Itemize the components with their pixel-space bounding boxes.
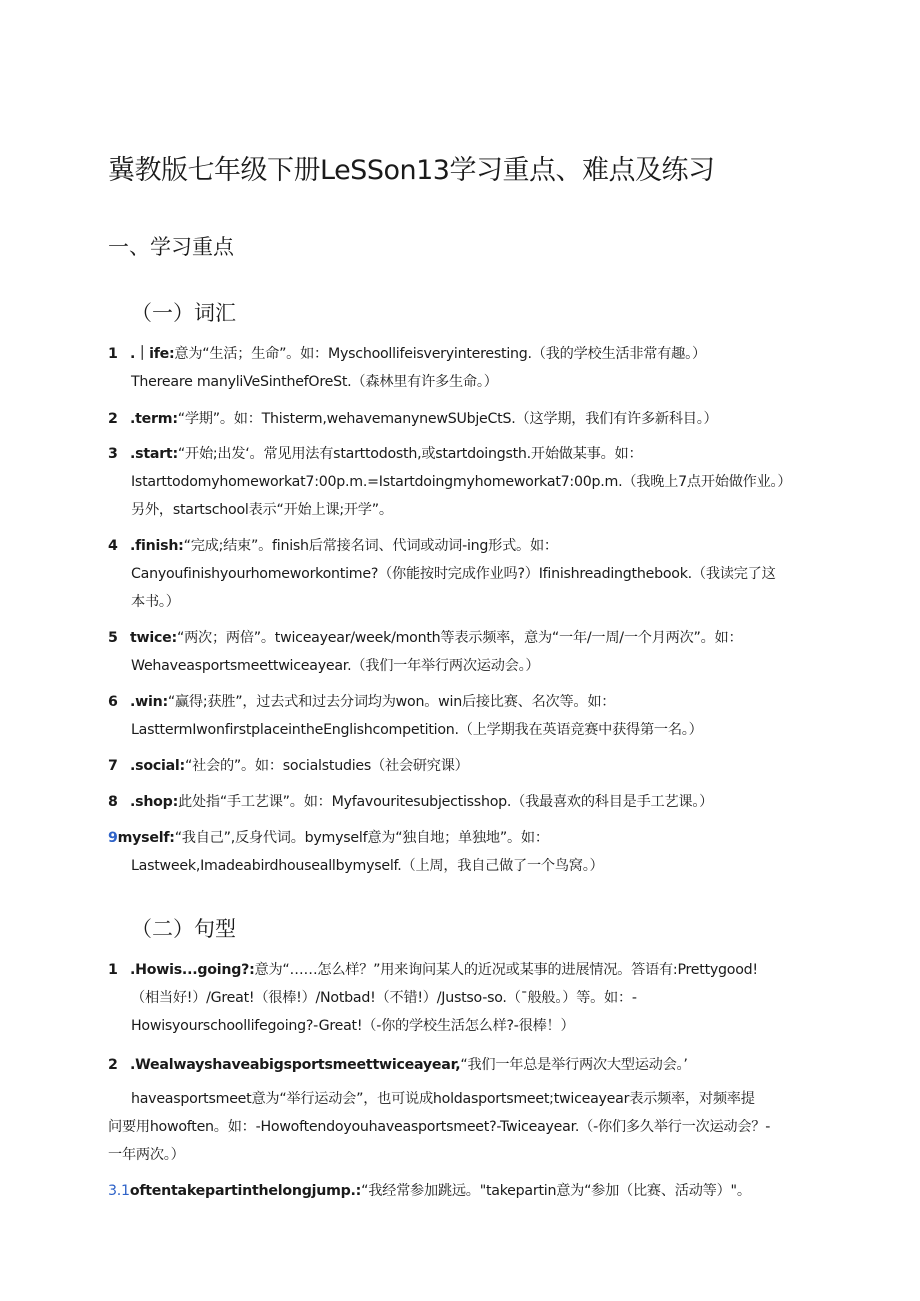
list-item-continuation: （相当好!）/Great!（很棒!）/Notbad!（不错!）/Justso-so.（¯般般。）等。如：- (131, 990, 637, 1006)
vocab-term: .social: (130, 758, 185, 774)
list-item-continuation: LasttermIwonfirstplaceintheEnglishcompetition.（上学期我在英语竞赛中获得第一名。） (131, 722, 703, 738)
vocab-term: .finish: (130, 538, 184, 554)
list-item: 2 .term:“学期”。如：Thisterm,wehavemanynewSUbjeCtS.（这学期，我们有许多新科目。） (108, 411, 718, 427)
list-item: 1 .Howis...going?:意为“……怎么样？”用来询问某人的近况或某事的进展情况。答语有:Prettygood! (108, 962, 758, 978)
list-item-continuation: Canyoufinishyourhomeworkontime?（你能按时完成作业吗?）Ifinishreadingthebook.（我读完了这 (131, 566, 776, 582)
subsection-heading-vocabulary: （一）词汇 (131, 301, 236, 325)
list-item-continuation: 另外，startschool表示“开始上课;开学”。 (131, 502, 393, 518)
list-item: 7 .social:“社会的”。如：socialstudies（社会研究课） (108, 758, 469, 774)
vocab-term: .term: (130, 411, 178, 427)
section-heading-key-points: 一、学习重点 (108, 235, 234, 259)
vocab-term: .win: (130, 694, 168, 710)
list-item-continuation: Wehaveasportsmeettwiceayear.（我们一年举行两次运动会。） (131, 658, 540, 674)
list-item: 8 .shop:此处指“手工艺课”。如：Myfavouritesubjectisshop.（我最喜欢的科目是手工艺课。） (108, 794, 714, 810)
list-item: 3.1oftentakepartinthelongjump.:“我经常参加跳远。"takepartin意为“参加（比赛、活动等）"。 (108, 1183, 751, 1199)
list-item: 1 .｜ife:意为“生活；生命”。如：Myschoollifeisveryinteresting.（我的学校生活非常有趣。） (108, 346, 706, 362)
list-item-continuation: 本书。） (131, 594, 180, 610)
list-item: 2 .Wealwayshaveabigsportsmeettwiceayear,“我们一年总是举行两次大型运动会。’ (108, 1057, 688, 1073)
sentence-pattern: oftentakepartinthelongjump.: (129, 1183, 362, 1199)
list-item-continuation: Thereare manyliVeSinthefOreSt.（森林里有许多生命。） (131, 374, 498, 390)
list-item: 6 .win:“赢得;获胜”，过去式和过去分词均为won。win后接比赛、名次等。如： (108, 694, 616, 710)
list-item-continuation: Howisyourschoollifegoing?-Great!（-你的学校生活怎么样?-很棒！） (131, 1018, 575, 1034)
vocab-term: .｜ife: (130, 346, 175, 362)
sentence-pattern: .Wealwayshaveabigsportsmeettwiceayear, (130, 1057, 461, 1073)
vocab-term: .shop: (130, 794, 179, 810)
list-item-continuation: Lastweek,Imadeabirdhouseallbymyself.（上周，我自己做了一个鸟窝。） (131, 858, 604, 874)
list-item-continuation: haveasportsmeet意为“举行运动会”，也可说成holdasportsmeet;twiceayear表示频率，对频率提 (131, 1091, 755, 1107)
list-item: 9myself:“我自己”,反身代词。bymyself意为“独自地；单独地”。如： (108, 830, 549, 846)
subsection-heading-sentences: （二）句型 (131, 917, 236, 941)
sentence-pattern: .Howis...going?: (130, 962, 255, 978)
list-item-continuation: Istarttodomyhomeworkat7:00p.m.=Istartdoingmyhomeworkat7:00p.m.（我晚上7点开始做作业。） (131, 474, 792, 490)
list-item-continuation: 问要用howoften。如：-Howoftendoyouhaveasportsmeet?-Twiceayear.（-你们多久举行一次运动会？- (108, 1119, 771, 1135)
vocab-term: twice: (130, 630, 177, 646)
list-item: 3 .start:“开始;出发‘。常见用法有starttodosth,或startdoingsth.开始做某事。如： (108, 446, 643, 462)
vocab-term: .start: (130, 446, 178, 462)
list-item-continuation: 一年两次。） (108, 1147, 185, 1163)
list-item: 4 .finish:“完成;结束”。finish后常接名词、代词或动词-ing形式。如： (108, 538, 558, 554)
list-item: 5 twice:“两次；两倍”。twiceayear/week/month等表示频率，意为“一年/一周/一个月两次”。如： (108, 630, 743, 646)
page-title: 冀教版七年级下册LeSSon13学习重点、难点及练习 (108, 155, 715, 186)
vocab-term: myself: (117, 830, 175, 846)
